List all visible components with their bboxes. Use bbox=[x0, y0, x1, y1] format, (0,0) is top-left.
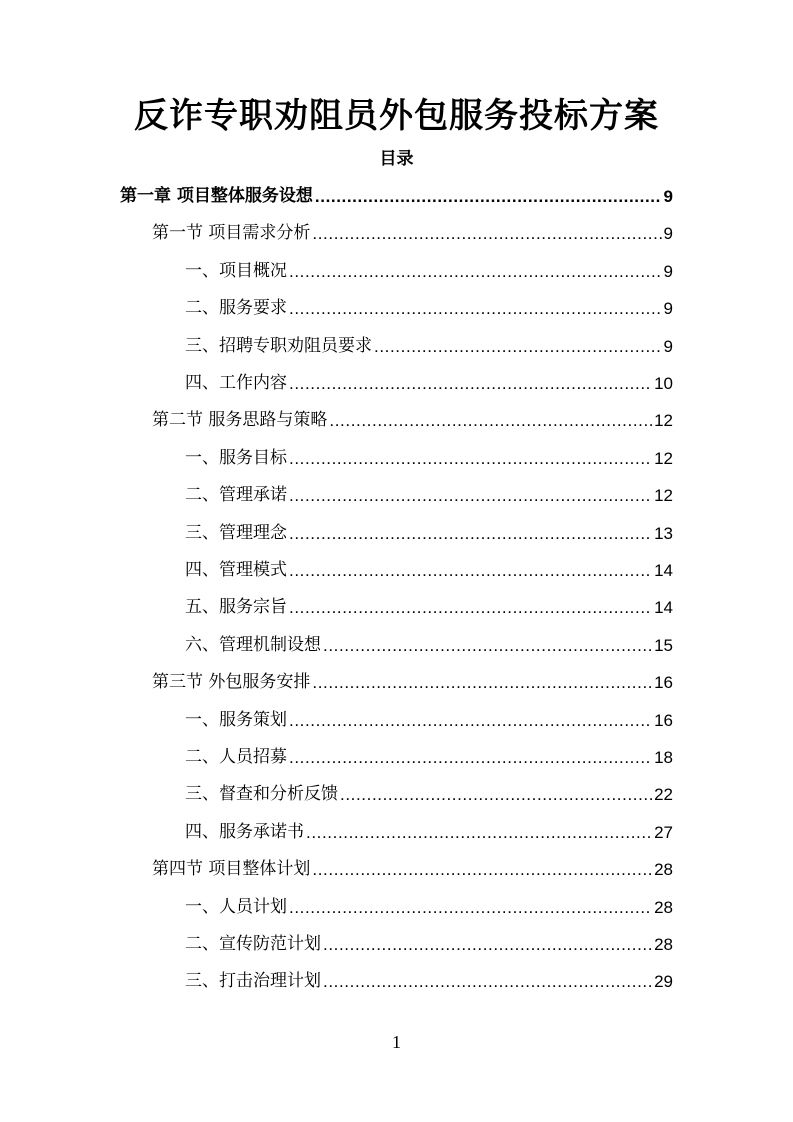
toc-leader-dots bbox=[338, 776, 652, 813]
toc-entry-page: 28 bbox=[654, 860, 673, 880]
toc-entry[interactable] bbox=[185, 926, 673, 963]
toc-entry-title: 二、管理承诺 bbox=[185, 485, 287, 506]
toc-entry[interactable] bbox=[152, 402, 673, 439]
page-number: 1 bbox=[392, 1032, 401, 1052]
toc-leader-dots bbox=[287, 589, 652, 626]
toc-entry-page: 16 bbox=[654, 673, 673, 693]
toc-entry-title: 三、招聘专职劝阻员要求 bbox=[185, 335, 372, 356]
toc-entry-page: 12 bbox=[654, 448, 673, 468]
toc-heading: 目录 bbox=[379, 149, 414, 169]
toc-leader-dots bbox=[287, 365, 652, 402]
toc-leader-dots bbox=[287, 739, 652, 776]
toc-entry-page: 10 bbox=[654, 374, 673, 393]
toc-entry-title: 四、管理模式 bbox=[185, 560, 287, 580]
toc-entry-title: 一、人员计划 bbox=[185, 896, 287, 917]
toc-entry[interactable] bbox=[185, 627, 673, 664]
toc-entry-page: 28 bbox=[654, 935, 673, 954]
toc-leader-dots bbox=[327, 402, 652, 439]
toc-entry[interactable] bbox=[120, 178, 673, 215]
toc-leader-dots bbox=[287, 253, 662, 290]
toc-entry[interactable] bbox=[152, 851, 673, 888]
toc-entry-title: 三、打击治理计划 bbox=[185, 971, 321, 992]
toc-entry[interactable] bbox=[185, 253, 673, 290]
toc-leader-dots bbox=[287, 440, 652, 477]
toc-entry-title: 二、人员招募 bbox=[185, 747, 287, 767]
toc-entry-title: 三、督查和分析反馈 bbox=[185, 784, 338, 805]
toc-leader-dots bbox=[310, 851, 652, 888]
toc-entry-page: 12 bbox=[654, 411, 673, 431]
toc-leader-dots bbox=[310, 664, 652, 701]
toc-entry-page: 9 bbox=[663, 336, 673, 356]
toc-entry-title: 四、工作内容 bbox=[185, 373, 287, 393]
toc-leader-dots bbox=[304, 814, 652, 851]
toc-leader-dots bbox=[321, 627, 652, 664]
toc-entry[interactable] bbox=[152, 215, 673, 252]
toc-leader-dots bbox=[313, 178, 662, 215]
toc-entry-page: 16 bbox=[654, 710, 673, 730]
toc-entry[interactable] bbox=[185, 702, 673, 739]
toc-leader-dots bbox=[287, 889, 652, 926]
toc-leader-dots bbox=[310, 215, 661, 252]
document-title: 反诈专职劝阻员外包服务投标方案 bbox=[134, 96, 659, 136]
toc-entry-page: 14 bbox=[654, 598, 673, 618]
toc-entry-title: 第二节 服务思路与策略 bbox=[152, 410, 328, 431]
toc-entry-page: 9 bbox=[663, 224, 673, 244]
toc-entry[interactable] bbox=[185, 739, 673, 776]
toc-entry-title: 一、项目概况 bbox=[185, 260, 287, 281]
toc-entry-title: 一、服务策划 bbox=[185, 709, 287, 730]
toc-leader-dots bbox=[287, 477, 652, 514]
toc-entry-title: 二、宣传防范计划 bbox=[185, 934, 321, 954]
toc-leader-dots bbox=[287, 552, 652, 589]
toc-entry[interactable] bbox=[185, 515, 673, 552]
toc-leader-dots bbox=[287, 290, 662, 327]
toc-entry-title: 一、服务目标 bbox=[185, 447, 287, 468]
toc-entry-page: 9 bbox=[663, 187, 673, 206]
toc-entry[interactable] bbox=[185, 552, 673, 589]
toc-entry-title: 第三节 外包服务安排 bbox=[152, 672, 311, 693]
toc-entry[interactable] bbox=[185, 589, 673, 626]
toc-entry[interactable] bbox=[185, 889, 673, 926]
toc-entry-title: 第一章 项目整体服务设想 bbox=[120, 186, 313, 206]
toc-entry[interactable] bbox=[185, 290, 673, 327]
toc-entry[interactable] bbox=[185, 477, 673, 514]
toc-entry-page: 28 bbox=[654, 897, 673, 917]
toc-leader-dots bbox=[321, 963, 652, 1000]
toc-entry-title: 第一节 项目需求分析 bbox=[152, 223, 311, 244]
toc-entry[interactable] bbox=[185, 776, 673, 813]
toc-entry[interactable] bbox=[185, 365, 673, 402]
toc-entry-page: 14 bbox=[654, 561, 673, 580]
toc-entry-page: 12 bbox=[654, 486, 673, 506]
toc-entry-page: 15 bbox=[654, 635, 673, 655]
toc-entry[interactable] bbox=[185, 440, 673, 477]
toc-entry-page: 29 bbox=[654, 972, 673, 992]
toc-leader-dots bbox=[287, 702, 652, 739]
toc-entry-page: 18 bbox=[654, 748, 673, 767]
toc-entry-page: 22 bbox=[654, 785, 673, 805]
toc-entry-title: 二、服务要求 bbox=[185, 298, 287, 319]
toc-entry-page: 9 bbox=[663, 261, 673, 281]
toc-entry-page: 13 bbox=[654, 523, 673, 543]
toc-entry-title: 六、管理机制设想 bbox=[185, 634, 321, 655]
toc-entry-title: 四、服务承诺书 bbox=[185, 821, 304, 842]
toc-leader-dots bbox=[321, 926, 652, 963]
toc-entry-page: 27 bbox=[654, 822, 673, 842]
toc-entry[interactable] bbox=[152, 664, 673, 701]
toc-entry[interactable] bbox=[185, 814, 673, 851]
toc-entry-page: 9 bbox=[663, 299, 673, 319]
toc-entry-title: 五、服务宗旨 bbox=[185, 597, 287, 618]
toc-entry[interactable] bbox=[185, 963, 673, 1000]
toc-entry[interactable] bbox=[185, 328, 673, 365]
toc-entry-title: 第四节 项目整体计划 bbox=[152, 859, 311, 880]
toc-leader-dots bbox=[372, 328, 662, 365]
toc-leader-dots bbox=[287, 515, 652, 552]
toc-entry-title: 三、管理理念 bbox=[185, 522, 287, 543]
